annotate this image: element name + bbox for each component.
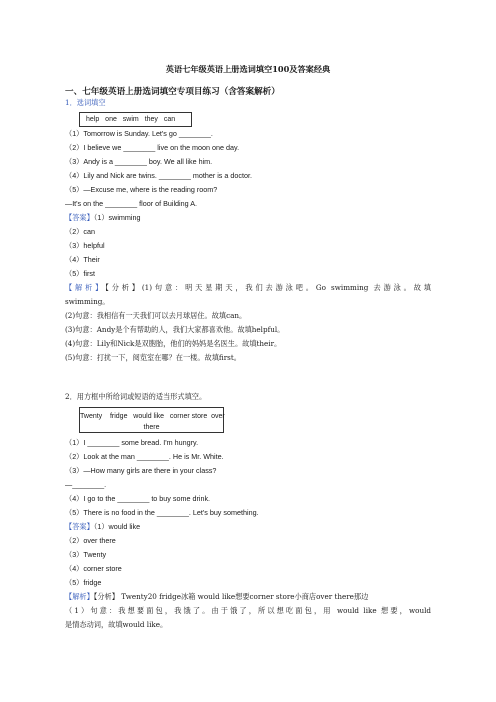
answer: （1）would like bbox=[93, 522, 141, 531]
q2-item: （5）There is no food in the ________. Let's buy something. bbox=[65, 508, 259, 517]
answer: （3）Twenty bbox=[65, 550, 107, 559]
analysis-text: (3)句意：Andy是个有帮助的人，我们大家都喜欢他。故填helpful。 bbox=[65, 325, 285, 334]
analysis-text: (4)句意：Lily和Nick是双胞胎，他们的妈妈是名医生。故填their。 bbox=[65, 339, 282, 348]
q2-item: （1）I ________ some bread. I'm hungry. bbox=[65, 438, 199, 447]
q2-item: （3）—How many girls are there in your class? bbox=[65, 466, 217, 475]
q2-item: （4）I go to the ________ to buy some drink. bbox=[65, 494, 211, 503]
analysis-text: swimming。 bbox=[65, 297, 110, 306]
q1-item: （5）—Excuse me, where is the reading room? bbox=[65, 185, 218, 194]
analysis-tag: 【解析】 bbox=[65, 592, 94, 601]
analysis-text: （1）句意：我想要面包，我饿了。由于饿了，所以想吃面包，用 would like 想要，would bbox=[65, 606, 431, 615]
analysis-tag: 【解析】 bbox=[65, 283, 106, 292]
q2-item: （2）Look at the man ________. He is Mr. White. bbox=[65, 452, 224, 461]
q1-item: （3）Andy is a ________ boy. We all like him. bbox=[65, 157, 213, 166]
q1-item: （4）Lily and Nick are twins. ________ mother is a doctor. bbox=[65, 171, 252, 180]
answer: （2）can bbox=[65, 227, 95, 236]
q1-analysis-line bbox=[65, 284, 431, 291]
analysis-text: 【分析】 Twenty20 fridge冰箱 would like想要corner store小商店over there那边 bbox=[93, 592, 369, 601]
analysis-text: 【分析】(1)句意：明天星期天，我们去游泳吧。Go swimming 去游泳。故填 bbox=[105, 283, 431, 292]
q2-word-box-line: Twenty fridge would like corner store over bbox=[80, 413, 225, 420]
answer-tag: 【答案】 bbox=[65, 213, 94, 222]
answer: （5）first bbox=[65, 269, 95, 278]
analysis-text: (5)句意：打扰一下，阅览室在哪？在一楼。故填first。 bbox=[65, 353, 241, 362]
analysis-text: (2)句意：我相信有一天我们可以去月球居住。故填can。 bbox=[65, 311, 247, 320]
answer: （2）over there bbox=[65, 536, 116, 545]
q2-word-box bbox=[79, 407, 224, 433]
answer: （1）swimming bbox=[93, 213, 141, 222]
q2-analysis-line bbox=[65, 593, 368, 600]
q1-item: （1）Tomorrow is Sunday. Let's go ________. bbox=[65, 129, 213, 138]
analysis-text: 是情态动词，故填would like。 bbox=[65, 620, 168, 629]
q2-heading: 2．用方框中所给词或短语的适当形式填空。 bbox=[65, 392, 207, 401]
q1-word-box: help one swim they can bbox=[79, 112, 192, 127]
q2-item: —________. bbox=[65, 480, 107, 489]
answer-tag: 【答案】 bbox=[65, 522, 94, 531]
answer: （4）Their bbox=[65, 255, 100, 264]
document-title: 英语七年级英语上册选词填空100及答案经典 bbox=[165, 64, 331, 74]
q1-heading: 1．选词填空 bbox=[65, 98, 106, 107]
q1-answer-line bbox=[65, 214, 141, 221]
answer: （4）corner store bbox=[65, 564, 122, 573]
q1-item: （2）I believe we ________ live on the moon one day. bbox=[65, 143, 240, 152]
q2-answer-line bbox=[65, 523, 140, 530]
q1-item: —It's on the ________ floor of Building A. bbox=[65, 199, 198, 208]
section-heading: 一、七年级英语上册选词填空专项目练习（含答案解析） bbox=[65, 87, 280, 97]
q2-word-box-line: there bbox=[143, 424, 160, 431]
answer: （3）helpful bbox=[65, 241, 105, 250]
answer: （5）fridge bbox=[65, 578, 102, 587]
